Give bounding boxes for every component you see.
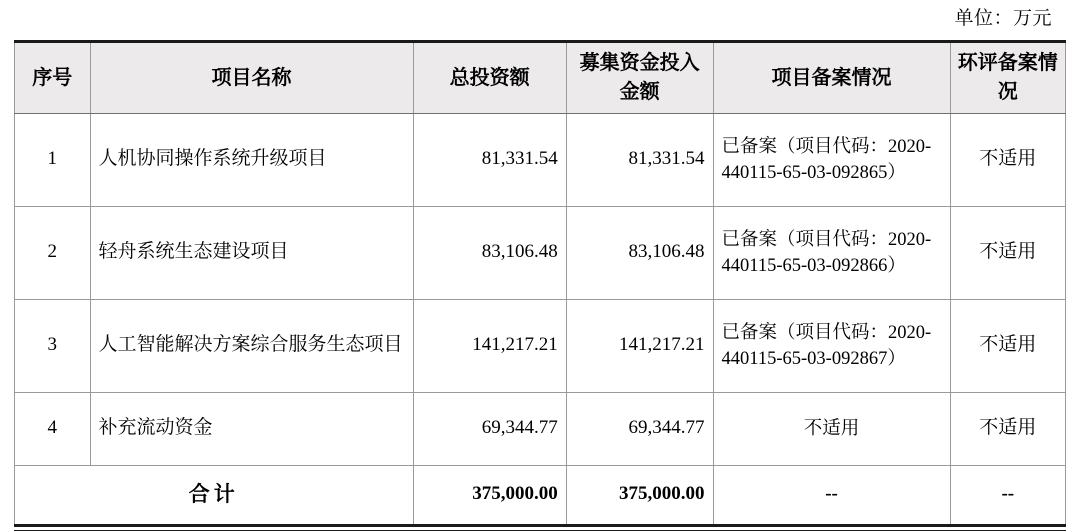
table-row <box>15 206 1066 299</box>
cell-index: 4 <box>15 392 91 465</box>
cell-raised-funds: 81,331.54 <box>566 113 713 206</box>
table-header-row <box>15 41 1066 113</box>
record-status-text: 已备案（项目代码：2020-440115-65-03-092867） <box>721 322 932 369</box>
cell-total-investment: 69,344.77 <box>413 392 566 465</box>
fundraising-projects-table <box>14 40 1066 527</box>
cell-index: 1 <box>15 113 91 206</box>
total-label: 合计 <box>15 465 414 525</box>
cell-index: 3 <box>15 299 91 392</box>
cell-record-status <box>713 206 950 299</box>
cell-project-name: 人机协同操作系统升级项目 <box>90 113 413 206</box>
cell-record-status <box>713 113 950 206</box>
table-row <box>15 299 1066 392</box>
total-raised-funds: 375,000.00 <box>566 465 713 525</box>
column-header-eia-status: 环评备案情况 <box>950 41 1065 113</box>
column-header-total-investment: 总投资额 <box>413 41 566 113</box>
cell-record-status <box>713 299 950 392</box>
cell-record-status <box>713 392 950 465</box>
table-total-row <box>15 465 1066 525</box>
column-header-raised-funds: 募集资金投入金额 <box>566 41 713 113</box>
cell-project-name: 补充流动资金 <box>90 392 413 465</box>
cell-total-investment: 83,106.48 <box>413 206 566 299</box>
column-header-index: 序号 <box>15 41 91 113</box>
column-header-project-name: 项目名称 <box>90 41 413 113</box>
cell-raised-funds: 83,106.48 <box>566 206 713 299</box>
cell-eia-status: 不适用 <box>950 299 1065 392</box>
record-status-text: 不适用 <box>803 418 860 439</box>
table-row <box>15 113 1066 206</box>
total-eia-status: -- <box>950 465 1065 525</box>
cell-eia-status: 不适用 <box>950 113 1065 206</box>
unit-note: 单位：万元 <box>954 8 1052 29</box>
table-row <box>15 392 1066 465</box>
cell-project-name: 轻舟系统生态建设项目 <box>90 206 413 299</box>
record-status-text: 已备案（项目代码：2020-440115-65-03-092865） <box>721 136 932 183</box>
cell-total-investment: 141,217.21 <box>413 299 566 392</box>
total-record-status: -- <box>713 465 950 525</box>
record-status-text: 已备案（项目代码：2020-440115-65-03-092866） <box>721 229 932 276</box>
column-header-record-status: 项目备案情况 <box>713 41 950 113</box>
cell-raised-funds: 141,217.21 <box>566 299 713 392</box>
cell-index: 2 <box>15 206 91 299</box>
cell-project-name: 人工智能解决方案综合服务生态项目 <box>90 299 413 392</box>
total-total-investment: 375,000.00 <box>413 465 566 525</box>
cell-eia-status: 不适用 <box>950 206 1065 299</box>
cell-raised-funds: 69,344.77 <box>566 392 713 465</box>
cell-eia-status: 不适用 <box>950 392 1065 465</box>
cell-total-investment: 81,331.54 <box>413 113 566 206</box>
